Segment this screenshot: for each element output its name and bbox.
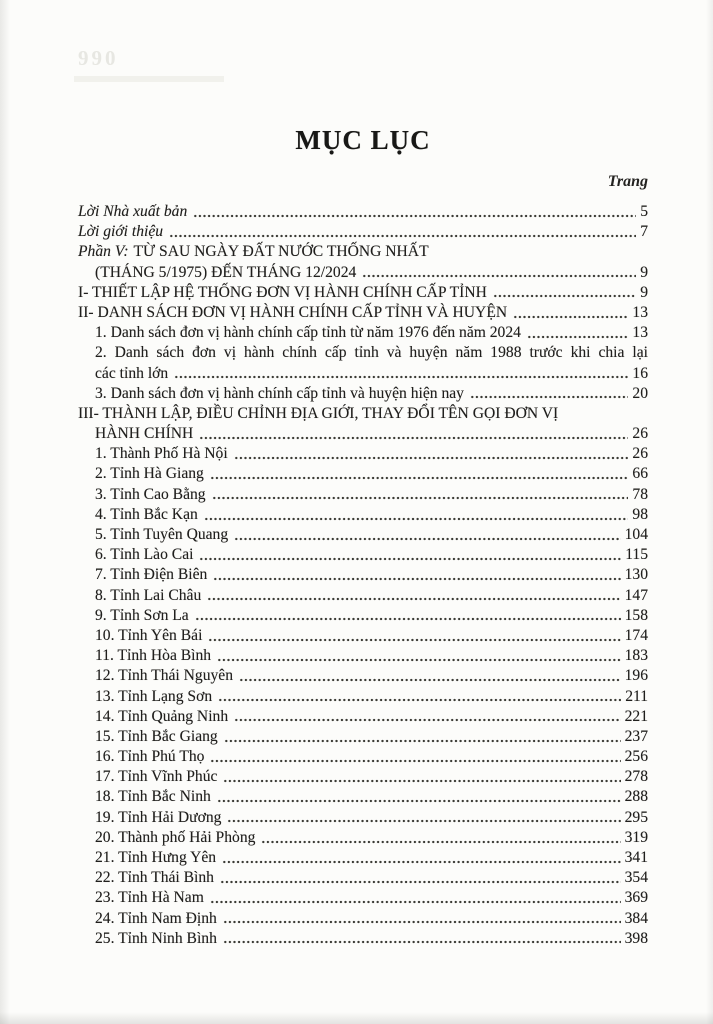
dot-leader: [220, 868, 621, 888]
toc-entry: [78, 828, 648, 848]
dot-leader: [169, 222, 636, 242]
toc-entry: [78, 323, 648, 343]
toc-entry-label: 11. Tỉnh Hòa Bình: [95, 647, 212, 665]
toc-entry: [78, 242, 648, 262]
dot-leader: [217, 787, 621, 807]
toc-entry-page: 66: [632, 465, 648, 483]
toc-entry-page: 130: [624, 566, 648, 584]
toc-entry-page: 13: [632, 324, 648, 342]
toc-entry-page: 398: [624, 929, 648, 947]
toc-entry-page: 211: [625, 687, 648, 705]
toc-entry-page: 341: [624, 849, 648, 866]
toc-entry-label: 2. Tỉnh Hà Giang: [95, 465, 204, 483]
dot-leader: [210, 464, 629, 484]
toc-entry: [78, 364, 648, 384]
toc-entry-label: 3. Danh sách đơn vị hành chính cấp tỉnh và huyện hiện nay: [95, 384, 464, 402]
toc-entry-page: 288: [624, 788, 648, 806]
toc-entry: [78, 525, 648, 545]
toc-entry-prefix: Phần V:: [78, 243, 129, 261]
dot-leader: [239, 666, 621, 686]
toc-entry: [78, 202, 648, 222]
dot-leader: [193, 202, 636, 222]
toc-entry-label: [78, 242, 429, 262]
toc-entry-label: 9. Tỉnh Sơn La: [95, 606, 189, 624]
dot-leader: [199, 424, 628, 444]
toc-entry-label: 1. Danh sách đơn vị hành chính cấp tỉnh từ năm 1976 đến năm 2024: [95, 324, 521, 342]
dot-leader: [174, 364, 628, 384]
toc-entry-label: 21. Tỉnh Hưng Yên: [95, 849, 217, 866]
toc-list: [78, 202, 648, 949]
dot-leader: [217, 646, 621, 666]
dot-leader: [224, 727, 621, 747]
dot-leader: [470, 384, 628, 404]
dot-leader: [261, 828, 620, 848]
toc-entry: [78, 505, 648, 525]
toc-entry-label: 22. Tỉnh Thái Bình: [95, 869, 214, 887]
toc-entry-label: (THÁNG 5/1975) ĐẾN THÁNG 12/2024: [95, 263, 357, 281]
toc-entry-label: 12. Tỉnh Thái Nguyên: [95, 667, 234, 685]
toc-entry: [78, 888, 648, 908]
toc-entry-page: 7: [640, 223, 648, 241]
toc-entry-page: 16: [632, 364, 648, 382]
toc-entry: [78, 444, 648, 464]
toc-entry-label: I- THIẾT LẬP HỆ THỐNG ĐƠN VỊ HÀNH CHÍNH CẤP TỈNH: [78, 283, 487, 301]
toc-entry-label: 23. Tỉnh Hà Nam: [95, 889, 204, 907]
toc-entry-page: 5: [640, 203, 648, 220]
toc-entry-label: II- DANH SÁCH ĐƠN VỊ HÀNH CHÍNH CẤP TỈNH VÀ HUYỆN: [78, 303, 508, 321]
toc-entry-page: 237: [624, 727, 648, 745]
toc-entry: [78, 464, 648, 484]
dot-leader: [210, 888, 621, 908]
toc-entry-page: 158: [624, 606, 648, 624]
scan-shadow-right: [706, 0, 713, 1024]
toc-entry-page: 384: [624, 909, 648, 927]
toc-entry: [78, 565, 648, 585]
toc-entry: [78, 808, 648, 828]
toc-entry: [78, 545, 648, 565]
dot-leader: [212, 485, 629, 505]
dot-leader: [234, 444, 629, 464]
toc-entry-label: 1. Thành Phố Hà Nội: [95, 445, 228, 463]
toc-entry-label: 20. Thành phố Hải Phòng: [95, 828, 256, 846]
toc-entry: [78, 424, 648, 444]
toc-entry: [78, 787, 648, 807]
toc-entry-page: 196: [624, 667, 648, 685]
dot-leader: [213, 565, 620, 585]
toc-entry-label: các tỉnh lớn: [95, 364, 169, 382]
toc-entry-label: 17. Tỉnh Vĩnh Phúc: [95, 768, 218, 786]
toc-entry: [78, 263, 648, 283]
toc-entry-label: 6. Tỉnh Lào Cai: [95, 546, 194, 564]
toc-entry-label: III- THÀNH LẬP, ĐIỀU CHỈNH ĐỊA GIỚI, THAY ĐỔI TÊN GỌI ĐƠN VỊ: [78, 404, 559, 422]
toc-entry: [78, 848, 648, 868]
dot-leader: [218, 687, 621, 707]
page-number-column-header: Trang: [607, 173, 648, 190]
dot-leader: [223, 909, 621, 929]
toc-entry-page: 183: [624, 647, 648, 665]
toc-entry-label: 10. Tỉnh Yên Bái: [95, 626, 203, 644]
toc-entry-page: 319: [624, 828, 648, 846]
toc-entry-label: 19. Tỉnh Hải Dương: [95, 808, 222, 826]
toc-entry-page: 98: [632, 505, 648, 523]
toc-entry-page: 115: [625, 546, 648, 564]
dot-leader: [199, 545, 621, 565]
dot-leader: [527, 323, 628, 343]
toc-entry-page: 221: [624, 707, 648, 725]
toc-entry-page: 26: [632, 445, 648, 463]
toc-entry-label: 18. Tỉnh Bắc Ninh: [95, 788, 211, 806]
dot-leader: [204, 505, 629, 525]
toc-entry-label: 14. Tỉnh Quảng Ninh: [95, 707, 229, 725]
toc-entry-label: 2. Danh sách đơn vị hành chính cấp tỉnh và huyện năm 1988 trước khi chia lại: [95, 344, 648, 362]
toc-entry: [78, 303, 648, 323]
toc-entry: [78, 868, 648, 888]
toc-entry-text: TỪ SAU NGÀY ĐẤT NƯỚC THỐNG NHẤT: [133, 243, 429, 261]
toc-entry: [78, 646, 648, 666]
dot-leader: [195, 606, 621, 626]
toc-entry: [78, 626, 648, 646]
toc-entry-page: 354: [624, 869, 648, 887]
toc-entry-page: 278: [624, 768, 648, 786]
toc-entry-page: 256: [624, 748, 648, 766]
toc-entry-label: 3. Tỉnh Cao Bằng: [95, 485, 206, 503]
toc-entry-page: 20: [632, 384, 648, 402]
page-title: MỤC LỤC: [295, 125, 431, 155]
toc-entry-label: 4. Tỉnh Bắc Kạn: [95, 505, 198, 523]
toc-entry-page: 9: [640, 283, 648, 301]
toc-entry-page: 174: [624, 626, 648, 644]
toc-entry-label: HÀNH CHÍNH: [95, 425, 194, 443]
dot-leader: [493, 283, 636, 303]
toc-entry-page: 369: [624, 889, 648, 907]
toc-entry: [78, 747, 648, 767]
page-content: [78, 0, 648, 949]
toc-entry: [78, 586, 648, 606]
toc-entry: [78, 606, 648, 626]
toc-entry: [78, 404, 648, 424]
toc-entry-label: 25. Tỉnh Ninh Bình: [95, 929, 217, 947]
dot-leader: [513, 303, 628, 323]
toc-entry: [78, 343, 648, 363]
dot-leader: [227, 808, 620, 828]
toc-entry-page: 13: [632, 303, 648, 321]
toc-entry: [78, 687, 648, 707]
toc-entry-page: 78: [632, 485, 648, 503]
toc-entry: [78, 909, 648, 929]
dot-leader: [210, 747, 620, 767]
scan-shadow-left: [0, 0, 10, 1024]
toc-entry: [78, 707, 648, 727]
toc-entry-label: 13. Tỉnh Lạng Sơn: [95, 687, 213, 705]
toc-entry-label: 16. Tỉnh Phú Thọ: [95, 748, 205, 766]
toc-entry: [78, 929, 648, 949]
dot-leader: [362, 263, 636, 283]
scan-shadow-bottom: [0, 1012, 713, 1024]
dot-leader: [234, 525, 620, 545]
toc-entry-label: 8. Tỉnh Lai Châu: [95, 586, 202, 604]
toc-entry-label: 5. Tỉnh Tuyên Quang: [95, 526, 229, 543]
toc-entry: [78, 485, 648, 505]
toc-entry: [78, 767, 648, 787]
toc-entry-label: Lời Nhà xuất bản: [78, 203, 188, 220]
toc-entry: [78, 666, 648, 686]
toc-entry: [78, 384, 648, 404]
toc-entry-page: 147: [624, 586, 648, 604]
toc-entry-page: 295: [624, 808, 648, 826]
dot-leader: [234, 707, 620, 727]
dot-leader: [207, 586, 620, 606]
dot-leader: [223, 929, 621, 949]
toc-entry-label: 15. Tỉnh Bắc Giang: [95, 727, 218, 745]
toc-entry-page: 104: [624, 526, 648, 543]
dot-leader: [208, 626, 620, 646]
toc-entry-label: 24. Tỉnh Nam Định: [95, 909, 217, 927]
toc-entry: [78, 727, 648, 747]
toc-entry-page: 9: [640, 263, 648, 281]
toc-entry-label: 7. Tỉnh Điện Biên: [95, 566, 208, 584]
dot-leader: [222, 848, 621, 868]
toc-entry-page: 26: [632, 425, 648, 443]
toc-entry: [78, 283, 648, 303]
dot-leader: [223, 767, 620, 787]
toc-entry-label: Lời giới thiệu: [78, 223, 164, 241]
toc-entry: [78, 222, 648, 242]
faint-page-stamp: 990: [78, 46, 119, 70]
